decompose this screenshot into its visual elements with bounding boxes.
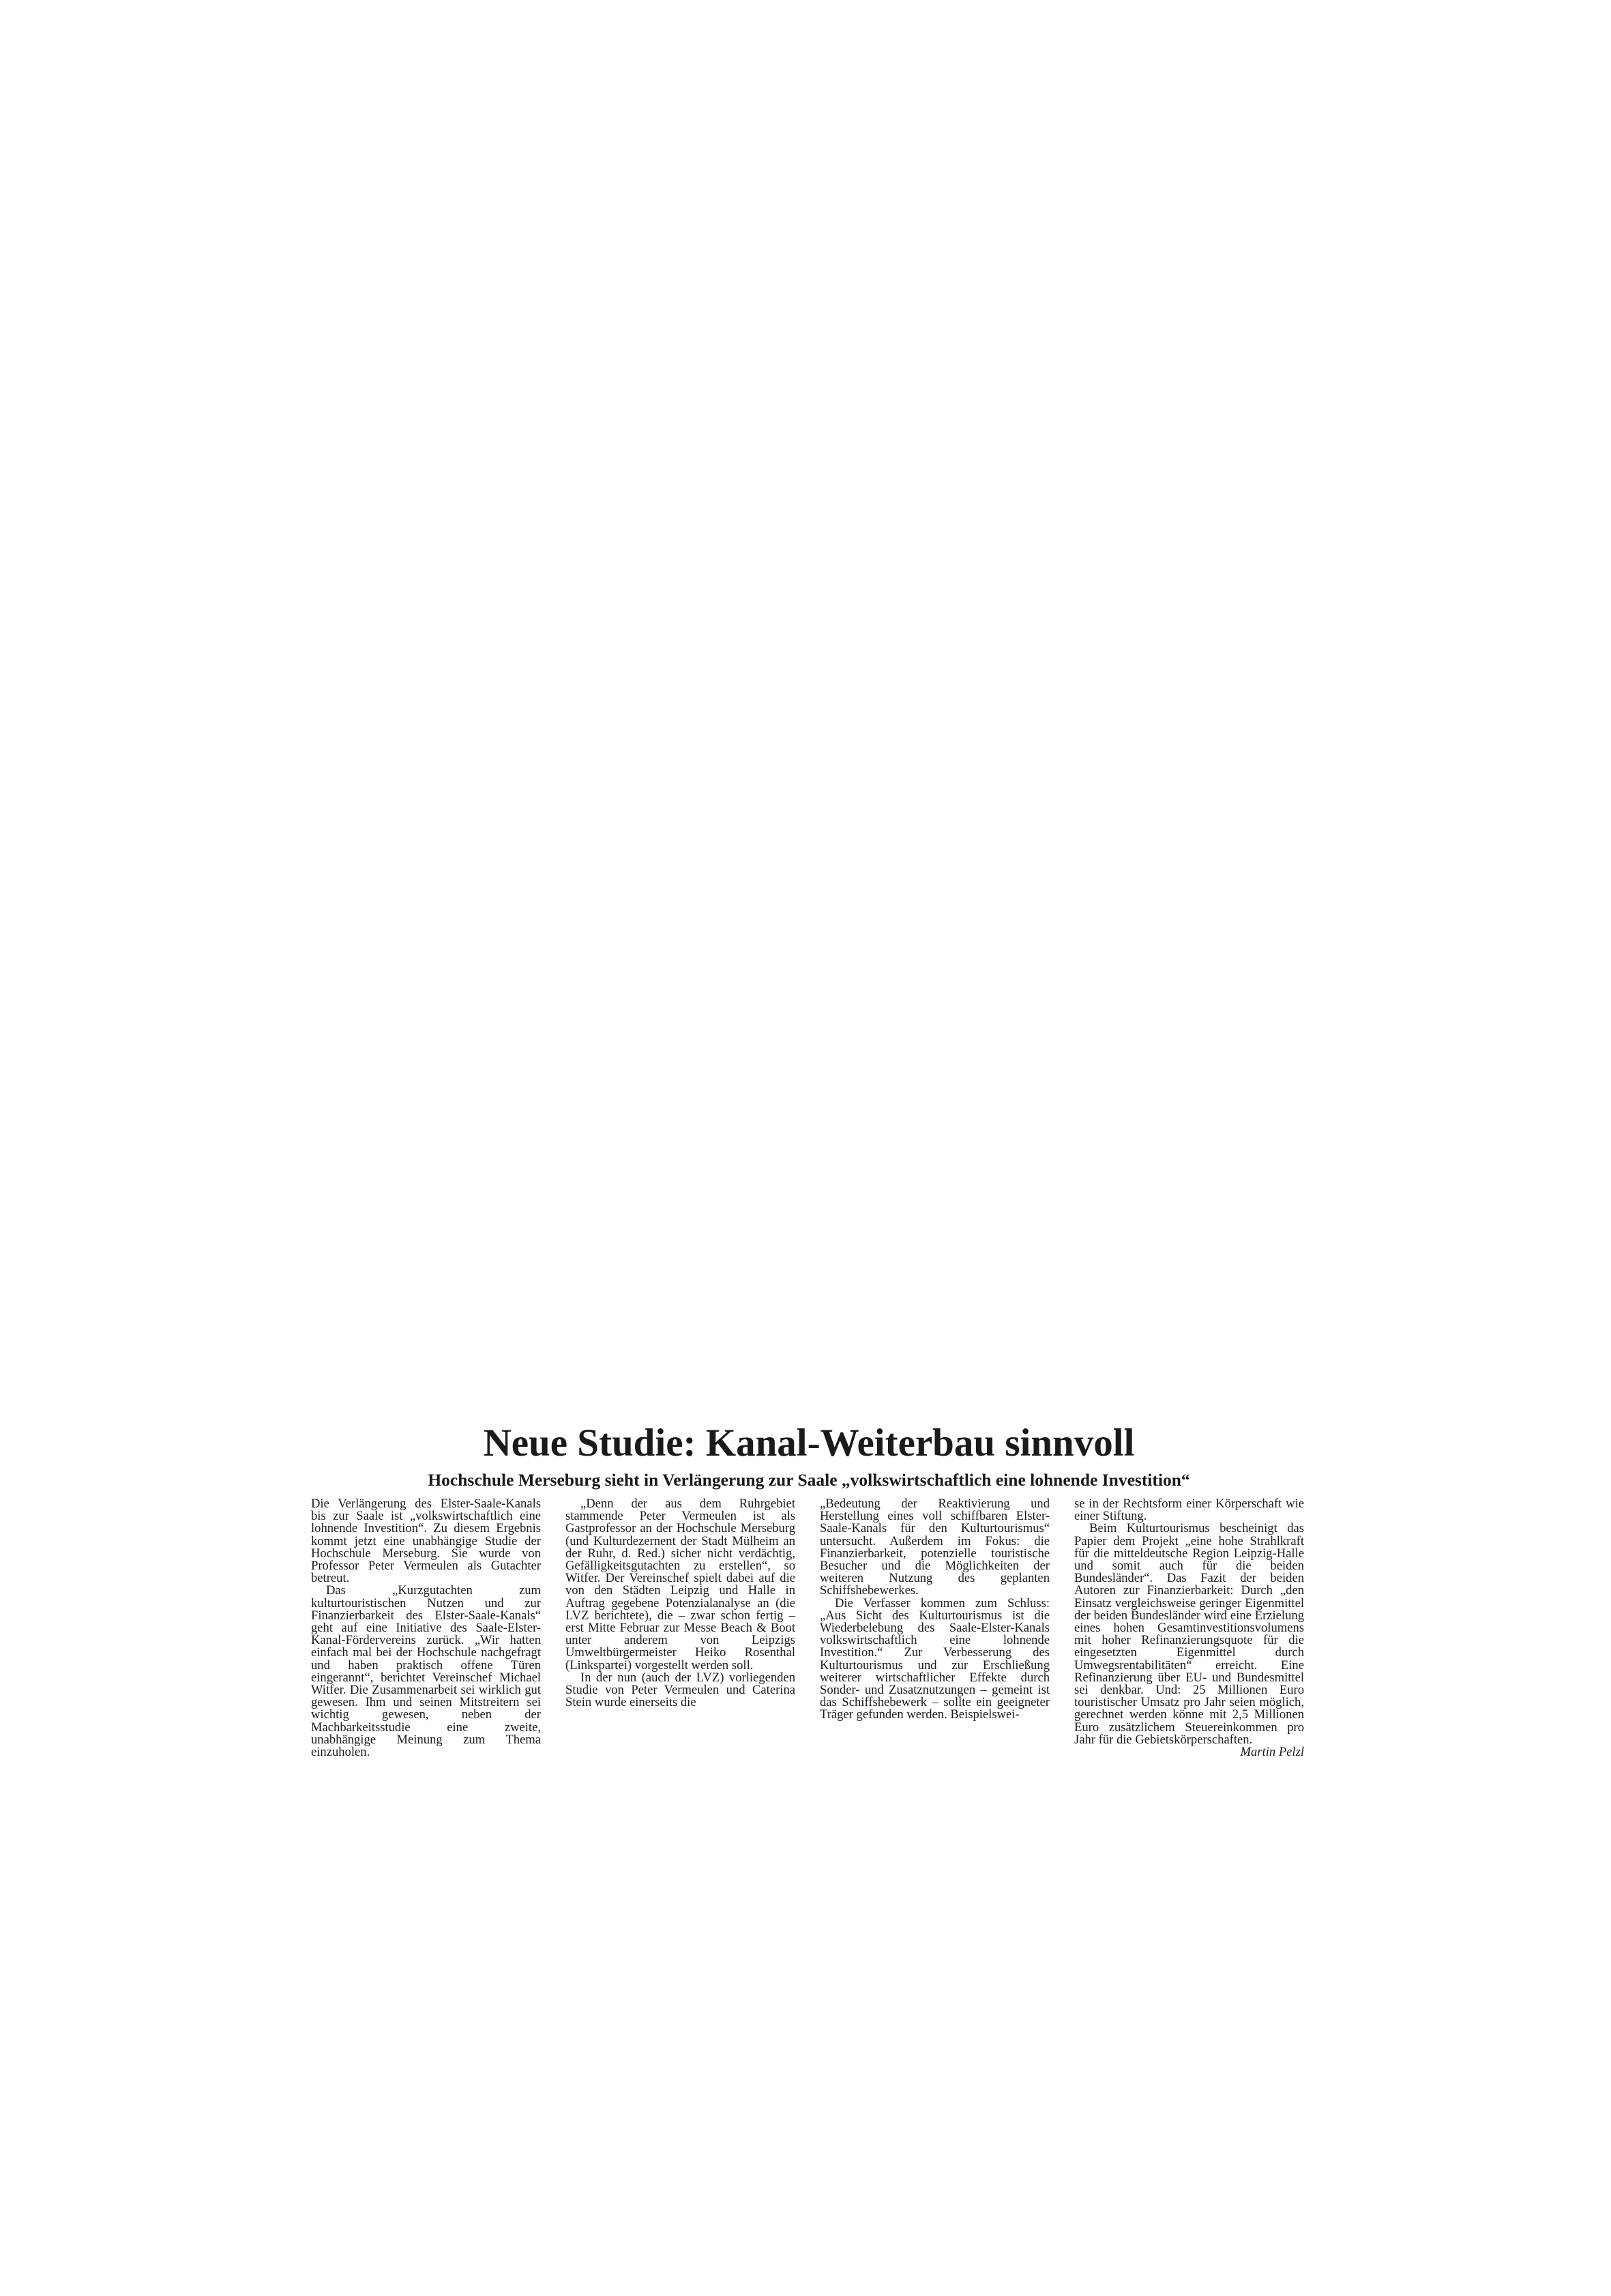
paragraph: In der nun (auch der LVZ) vorliegenden Studie von Peter Vermeulen und Caterina Stein wurde einerseits die [565,1670,795,1710]
paragraph: Die Verfasser kommen zum Schluss: „Aus Sicht des Kulturtourismus ist die Wiederbelebung des Saale-Elster-Kanals volkswirtschaftlich eine lohnende Investition.“ Zur Verbesserung des Kulturtourismus und zur Erschließung weiterer wirtschaftlicher Effekte durch Sonder- und Zusatznutzungen – gemeint ist das Schiffshebewerk – sollte ein geeigneter Träger gefunden werden. Beispielswei- [820,1595,1050,1722]
text-column-1 [311,1498,541,1798]
paragraph: Das „Kurzgutachten zum kulturtouristischen Nutzen und zur Finanzierbarkeit des Elster-Saale-Kanals“ geht auf eine Initiative des Saale-Elster-Kanal-Fördervereins zurück. „Wir hatten einfach mal bei der Hochschule nachgefragt und haben praktisch offene Türen eingerannt“, berichtet Vereinschef Michael Witfer. Die Zusammenarbeit sei wirklich gut gewesen. Ihm und seinen Mitstreitern sei wichtig gewesen, neben der Machbarkeitsstudie eine zweite, unabhängige Meinung zum Thema einzuholen. [311,1583,541,1760]
paragraph: „Denn der aus dem Ruhrgebiet stammende Peter Vermeulen ist als Gastprofessor an der Hochschule Merseburg (und Kulturdezernent der Stadt Mülheim an der Ruhr, d. Red.) sicher nicht verdächtig, Gefälligkeitsgutachten zu erstellen“, so Witfer. Der Vereinschef spielt dabei auf die von den Städten Leipzig und Halle in Auftrag gegebene Potenzialanalyse an (die LVZ berichtete), die – zwar schon fertig – erst Mitte Februar zur Messe Beach & Boot unter anderem von Leipzigs Umweltbürgermeister Heiko Rosenthal (Linkspartei) vorgestellt werden soll. [565,1498,795,1673]
subheadline: Hochschule Merseburg sieht in Verlängerung zur Saale „volkswirtschaftlich eine lohnende Investition“ [428,1470,1190,1490]
paragraph: se in der Rechtsform einer Körperschaft wie einer Stiftung. [1074,1498,1304,1524]
article-body [311,1498,1307,1798]
newspaper-article [311,1420,1307,1802]
paragraph: Die Verlängerung des Elster-Saale-Kanals bis zur Saale ist „volkswirtschaftlich eine lohnende Investition“. Zu diesem Ergebnis kommt jetzt eine unabhängige Studie der Hochschule Merseburg. Sie wurde von Professor Peter Vermeulen als Gutachter betreut. [311,1498,541,1586]
paragraph-last [1074,1521,1304,1760]
paragraph-text: Beim Kulturtourismus bescheinigt das Papier dem Projekt „eine hohe Strahlkraft für die mitteldeutsche Region Leipzig-Halle und somit auch für die beiden Bundesländer“. Das Fazit der beiden Autoren zur Finanzierbarkeit: Durch „den Einsatz vergleichsweise geringer Eigenmittel der beiden Bundesländer wird eine Erzielung eines hohen Gesamtinvestitionsvolumens mit hoher Refinanzierungsquote für die eingesetzten Eigenmittel durch Umwegsrentabilitäten“ erreicht. Eine Refinanzierung über EU- und Bundesmittel sei denkbar. Und: 25 Millionen Euro touristischer Umsatz pro Jahr seien möglich, gerechnet werden könne mit 2,5 Millionen Euro zusätzlichem Steuereinkommen pro Jahr für die Gebietskörperschaften. [1074,1521,1304,1747]
author-byline: Martin Pelzl [1240,1745,1304,1760]
text-column-4 [1074,1498,1304,1798]
text-column-2 [565,1498,795,1798]
headline: Neue Studie: Kanal-Weiterbau sinnvoll [483,1422,1135,1465]
paragraph: „Bedeutung der Reaktivierung und Herstellung eines voll schiffbaren Elster-Saale-Kanals für den Kulturtourismus“ untersucht. Außerdem im Fokus: die Finanzierbarkeit, potenzielle touristische Besucher und die Möglichkeiten der weiteren Nutzung des geplanten Schiffshebewerkes. [820,1498,1050,1598]
text-column-3 [820,1498,1050,1798]
